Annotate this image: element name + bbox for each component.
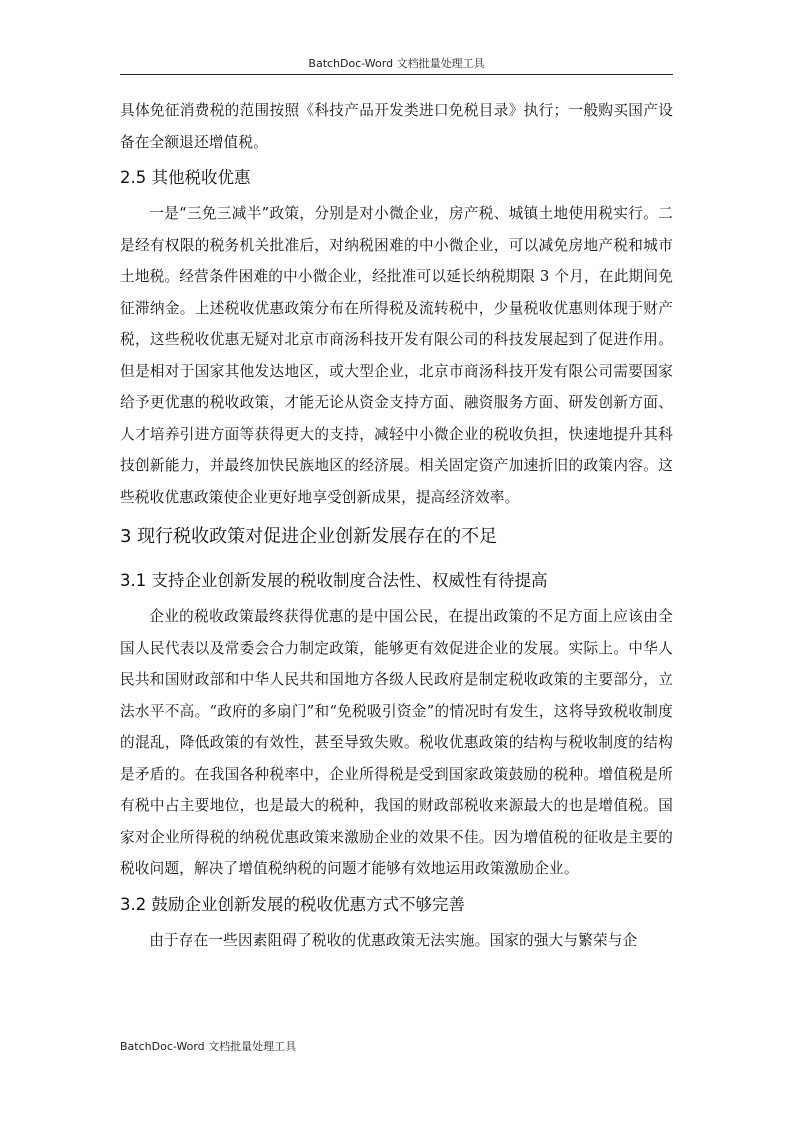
paragraph-intro: 具体免征消费税的范围按照《科技产品开发类进口免税目录》执行；一般购买国产设备在全额退还增值税。 [120,102,673,151]
heading-3-1: 3.1 支持企业创新发展的税收制度合法性、权威性有待提高 [120,571,548,590]
heading-3-2: 3.2 鼓励企业创新发展的税收优惠方式不够完善 [120,894,465,914]
document-body [120,95,673,956]
paragraph-3-1: 企业的税收政策最终获得优惠的是中国公民，在提出政策的不足方面上应该由全国人民代表以及常委会合力制定政策，能够更有效促进企业的发展。实际上。中华人民共和国财政部和中华人民共和国地方各级人民政府是制定税收政策的主要部分，立法水平不高。“政府的多扇门”和“免税吸引资金”的情况时有发生，这将导致税收制度的混乱，降低政策的有效性，甚至导致失败。税收优惠政策的结构与税收制度的结构是矛盾的。在我国各种税率中，企业所得税是受到国家政策鼓励的税种。增值税是所有税中占主要地位，也是最大的税种，我国的财政部税收来源最大的也是增值税。国家对企业所得税的纳税优惠政策来激励企业的效果不佳。因为增值税的征收是主要的税收问题，解决了增值税纳税的问题才能够有效地运用政策激励企业。 [120,608,673,877]
heading-3: 3 现行税收政策对促进企业创新发展存在的不足 [120,526,498,547]
page-header: BatchDoc-Word 文档批量处理工具 [120,56,673,75]
heading-2-5: 2.5 其他税收优惠 [120,168,251,187]
paragraph-3-2: 由于存在一些因素阻碍了税收的优惠政策无法实施。国家的强大与繁荣与企 [149,931,638,949]
paragraph-2-5: 一是“三免三减半”政策，分别是对小微企业，房产税、城镇土地使用税实行。二是经有权限的税务机关批准后，对纳税困难的中小微企业，可以减免房地产税和城市土地税。经营条件困难的中小微企业，经批准可以延长纳税期限 3 个月，在此期间免征滞纳金。上述税收优惠政策分布在所得税及流转税中，少量税收优惠则体现于财产税，这些税收优惠无疑对北京市商汤科技开发有限公司的科技发展起到了促进作用。但是相对于国家其他发达地区，或大型企业，北京市商汤科技开发有限公司需要国家给予更优惠的税收政策，才能无论从资金支持方面、融资服务方面、研发创新方面、人才培养引进方面等获得更大的支持，减轻中小微企业的税收负担，快速地提升其科技创新能力，并最终加快民族地区的经济展。相关固定资产加速折旧的政策内容。这些税收优惠政策使企业更好地享受创新成果，提高经济效率。 [120,205,673,506]
page-footer: BatchDoc-Word 文档批量处理工具 [120,1040,297,1053]
